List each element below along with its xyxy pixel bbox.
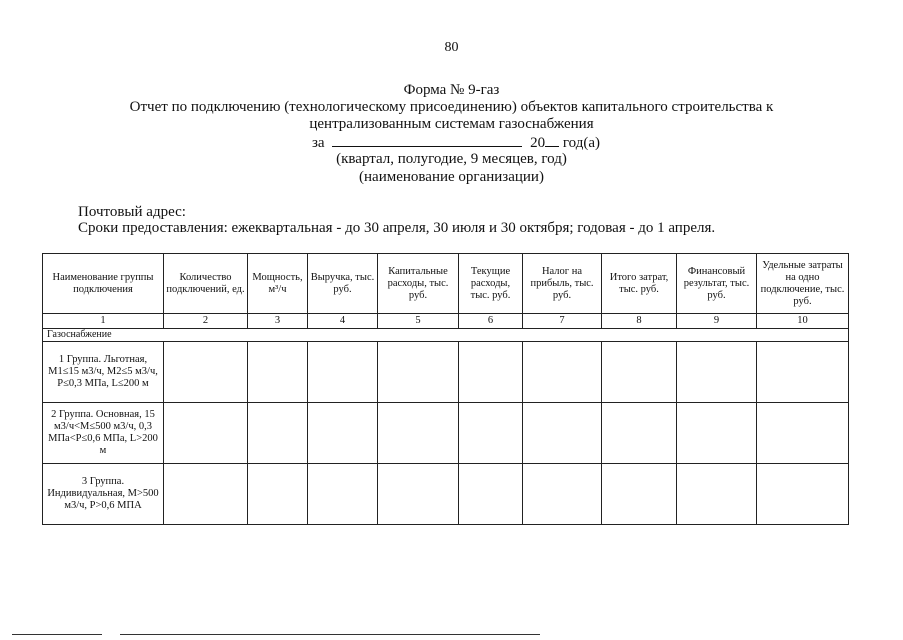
data-cell[interactable] — [757, 342, 849, 403]
header-cell: Мощность, м³/ч — [248, 254, 308, 314]
data-cell[interactable] — [523, 342, 602, 403]
data-cell[interactable] — [378, 403, 459, 464]
data-cell[interactable] — [677, 342, 757, 403]
report-title-line-1: Отчет по подключению (технологическому присоединению) объектов капитального строительства к — [129, 99, 774, 115]
group-name-cell: 1 Группа. Льготная, M1≤15 м3/ч, M2≤5 м3/ч, P≤0,3 МПа, L≤200 м — [43, 342, 164, 403]
data-cell[interactable] — [757, 464, 849, 525]
period-year-prefix: 20 — [530, 135, 546, 151]
header-cell: Капитальные расходы, тыс. руб. — [378, 254, 459, 314]
table-row — [43, 342, 849, 403]
column-number-cell: 7 — [523, 314, 602, 329]
header-cell: Количество подключений, ед. — [164, 254, 248, 314]
section-label: Газоснабжение — [43, 329, 849, 342]
header-cell: Наименование группы подключения — [43, 254, 164, 314]
data-cell[interactable] — [308, 464, 378, 525]
column-number-cell: 1 — [43, 314, 164, 329]
submission-deadlines: Сроки предоставления: ежеквартальная - до 30 апреля, 30 июля и 30 октября; годовая - до 1 апреля. — [78, 220, 716, 236]
column-number-cell: 10 — [757, 314, 849, 329]
data-cell[interactable] — [164, 464, 248, 525]
column-number-cell: 8 — [602, 314, 677, 329]
scan-edge-line — [120, 634, 540, 635]
table-row — [43, 403, 849, 464]
page-number: 80 — [444, 40, 459, 55]
table-row — [43, 464, 849, 525]
data-cell[interactable] — [378, 464, 459, 525]
postal-address-label: Почтовый адрес: — [78, 204, 186, 220]
data-cell[interactable] — [523, 464, 602, 525]
data-cell[interactable] — [308, 403, 378, 464]
report-table — [42, 253, 849, 525]
column-number-row — [43, 314, 849, 329]
group-name-cell: 2 Группа. Основная, 15 м3/ч<M≤500 м3/ч, 0,3 МПа<P≤0,6 МПа, L>200 м — [43, 403, 164, 464]
column-number-cell: 5 — [378, 314, 459, 329]
data-cell[interactable] — [164, 403, 248, 464]
column-number-cell: 9 — [677, 314, 757, 329]
data-cell[interactable] — [677, 403, 757, 464]
column-number-cell: 6 — [459, 314, 523, 329]
report-title-line-2: централизованным системам газоснабжения — [309, 116, 594, 132]
period-prefix: за — [312, 135, 325, 151]
data-cell[interactable] — [248, 403, 308, 464]
column-number-cell: 4 — [308, 314, 378, 329]
period-line — [312, 134, 600, 152]
data-cell[interactable] — [459, 403, 523, 464]
table-header-row — [43, 254, 849, 314]
organization-hint: (наименование организации) — [359, 169, 544, 185]
data-cell[interactable] — [248, 464, 308, 525]
column-number-cell: 3 — [248, 314, 308, 329]
header-cell: Налог на прибыль, тыс. руб. — [523, 254, 602, 314]
data-cell[interactable] — [459, 342, 523, 403]
data-cell[interactable] — [602, 403, 677, 464]
header-cell: Выручка, тыс. руб. — [308, 254, 378, 314]
data-cell[interactable] — [308, 342, 378, 403]
period-suffix: год(а) — [562, 135, 600, 151]
data-cell[interactable] — [164, 342, 248, 403]
header-cell: Текущие расходы, тыс. руб. — [459, 254, 523, 314]
column-number-cell: 2 — [164, 314, 248, 329]
scan-edge-line — [12, 634, 102, 635]
period-year-blank — [545, 134, 559, 147]
data-cell[interactable] — [757, 403, 849, 464]
header-cell: Удельные затраты на одно подключение, тыс. руб. — [757, 254, 849, 314]
header-cell: Финансовый результат, тыс. руб. — [677, 254, 757, 314]
data-cell[interactable] — [523, 403, 602, 464]
header-cell: Итого затрат, тыс. руб. — [602, 254, 677, 314]
form-title: Форма № 9-газ — [403, 82, 500, 98]
section-row — [43, 329, 849, 342]
data-cell[interactable] — [459, 464, 523, 525]
period-hint: (квартал, полугодие, 9 месяцев, год) — [336, 151, 567, 167]
group-name-cell: 3 Группа. Индивидуальная, M>500 м3/ч, P>0,6 МПА — [43, 464, 164, 525]
period-blank — [332, 134, 522, 147]
data-cell[interactable] — [677, 464, 757, 525]
data-cell[interactable] — [602, 342, 677, 403]
data-cell[interactable] — [602, 464, 677, 525]
data-cell[interactable] — [248, 342, 308, 403]
data-cell[interactable] — [378, 342, 459, 403]
